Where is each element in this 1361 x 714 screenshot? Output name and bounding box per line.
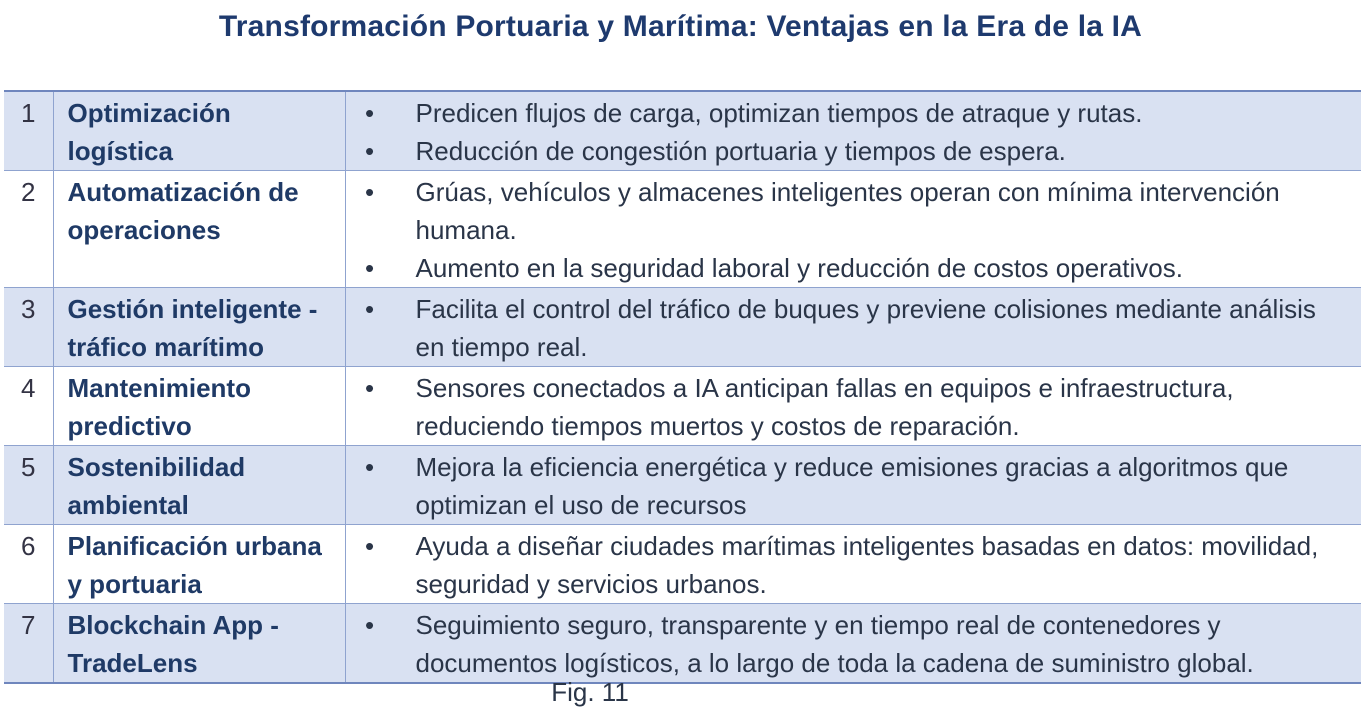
row-number: 7 [4,604,53,684]
row-description [345,288,1361,367]
list-item: • Seguimiento seguro, transparente y en tiempo real de contenedores y documentos logísticos, a lo largo de toda la cadena de suministro global. [346,606,1361,682]
page-title: Transformación Portuaria y Marítima: Ventajas en la Era de la IA [218,10,1143,43]
list-item: • Sensores conectados a IA anticipan fallas en equipos e infraestructura, reduciendo tiempos muertos y costos de reparación. [346,369,1361,445]
row-number: 5 [4,446,53,525]
bullet-icon: • [364,177,375,207]
row-number: 6 [4,525,53,604]
bullet-icon: • [364,253,375,283]
row-description [345,91,1361,171]
advantages-table [4,90,1361,684]
table-row [4,446,1361,525]
row-number: 2 [4,171,53,288]
row-heading: Planificación urbana y portuaria [53,525,345,604]
bullet-icon: • [364,294,375,324]
list-item: • Predicen flujos de carga, optimizan tiempos de atraque y rutas. [346,94,1361,132]
row-description [345,171,1361,288]
table-row [4,288,1361,367]
row-number: 3 [4,288,53,367]
bullet-icon: • [364,452,375,482]
list-item: • Mejora la eficiencia energética y reduce emisiones gracias a algoritmos que optimizan el uso de recursos [346,448,1361,524]
list-item: • Reducción de congestión portuaria y tiempos de espera. [346,132,1361,170]
figure-caption: Fig. 11 [551,677,629,707]
row-heading: Sostenibilidad ambiental [53,446,345,525]
table-row [4,604,1361,684]
table-row [4,525,1361,604]
list-item: • Ayuda a diseñar ciudades marítimas inteligentes basadas en datos: movilidad, seguridad y servicios urbanos. [346,527,1361,603]
row-description [345,525,1361,604]
row-heading: Automatización de operaciones [53,171,345,288]
row-description [345,604,1361,684]
row-description [345,367,1361,446]
list-item: • Grúas, vehículos y almacenes inteligentes operan con mínima intervención humana. [346,173,1361,249]
row-number: 4 [4,367,53,446]
table-row [4,367,1361,446]
row-description [345,446,1361,525]
list-item: • Aumento en la seguridad laboral y reducción de costos operativos. [346,249,1361,287]
bullet-icon: • [364,136,375,166]
bullet-icon: • [364,373,375,403]
table-row [4,91,1361,171]
list-item: • Facilita el control del tráfico de buques y previene colisiones mediante análisis en tiempo real. [346,290,1361,366]
row-number: 1 [4,91,53,171]
bullet-icon: • [364,98,375,128]
row-heading: Optimización logística [53,91,345,171]
table-row [4,171,1361,288]
bullet-icon: • [364,531,375,561]
row-heading: Gestión inteligente - tráfico marítimo [53,288,345,367]
row-heading: Mantenimiento predictivo [53,367,345,446]
row-heading: Blockchain App - TradeLens [53,604,345,684]
bullet-icon: • [364,610,375,640]
